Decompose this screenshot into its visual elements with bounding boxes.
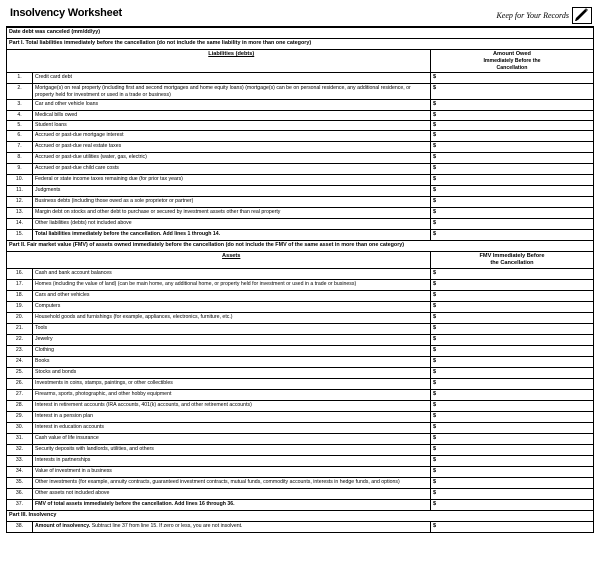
row-amount-field[interactable]: $ — [430, 400, 593, 411]
row-number: 26. — [7, 378, 33, 389]
row-number: 35. — [7, 477, 33, 488]
row-number: 32. — [7, 444, 33, 455]
table-row — [7, 268, 594, 279]
row-description: Jewelry — [33, 334, 431, 345]
row-description: Accrued or past-due child care costs — [33, 164, 431, 175]
row-description: Accrued or past-due utilities (water, gas, electric) — [33, 153, 431, 164]
row-amount-field[interactable]: $ — [430, 488, 593, 499]
row-description: Business debts (including those owed as a sole proprietor or partner) — [33, 197, 431, 208]
table-row — [7, 301, 594, 312]
row-number: 20. — [7, 312, 33, 323]
row-amount-field[interactable]: $ — [430, 367, 593, 378]
row-amount-field[interactable]: $ — [430, 444, 593, 455]
row-number: 17. — [7, 279, 33, 290]
row-number: 12. — [7, 197, 33, 208]
row-description: Student loans — [33, 121, 431, 131]
row-amount-field[interactable]: $ — [430, 389, 593, 400]
table-row-total — [7, 499, 594, 510]
row-number: 37. — [7, 499, 33, 510]
table-row — [7, 208, 594, 219]
row-number: 18. — [7, 290, 33, 301]
row-amount-field[interactable]: $ — [430, 111, 593, 121]
row-description: Accrued or past-due mortgage interest — [33, 131, 431, 142]
row-number: 10. — [7, 175, 33, 186]
row-amount-field[interactable]: $ — [430, 153, 593, 164]
table-row — [7, 334, 594, 345]
row-amount-field[interactable]: $ — [430, 142, 593, 153]
row-amount-field[interactable]: $ — [430, 499, 593, 510]
table-row — [7, 175, 594, 186]
row-description: Credit card debt — [33, 73, 431, 84]
table-row — [7, 367, 594, 378]
row-description — [33, 521, 431, 532]
row-number: 38. — [7, 521, 33, 532]
row-amount-field[interactable]: $ — [430, 175, 593, 186]
part2-heading-row — [7, 241, 594, 252]
table-row — [7, 323, 594, 334]
row-description: Household goods and furnishings (for example, appliances, electronics, furniture, etc.) — [33, 312, 431, 323]
table-row — [7, 488, 594, 499]
row-number: 33. — [7, 455, 33, 466]
row-description: Interest in a pension plan — [33, 411, 431, 422]
table-row — [7, 84, 594, 100]
keep-for-records — [496, 6, 592, 24]
table-row — [7, 345, 594, 356]
row-description: Other liabilities (debts) not included above — [33, 219, 431, 230]
row-description: Other investments (for example, annuity contracts, guaranteed investment contracts, mutual funds, commodity accounts, interests in hedge funds, and options) — [33, 477, 431, 488]
row-number: 11. — [7, 186, 33, 197]
row-description: Car and other vehicle loans — [33, 100, 431, 111]
row-amount-field[interactable]: $ — [430, 100, 593, 111]
row-number: 30. — [7, 422, 33, 433]
row-description-bold: Amount of insolvency. — [35, 522, 91, 529]
table-row — [7, 219, 594, 230]
row-amount-field[interactable]: $ — [430, 131, 593, 142]
row-number: 27. — [7, 389, 33, 400]
table-row — [7, 466, 594, 477]
row-description: Cars and other vehicles — [33, 290, 431, 301]
table-row — [7, 197, 594, 208]
date-canceled-label: Date debt was canceled (mm/dd/yy) — [7, 28, 594, 39]
row-number: 15. — [7, 230, 33, 241]
row-number: 4. — [7, 111, 33, 121]
row-description: Clothing — [33, 345, 431, 356]
row-number: 34. — [7, 466, 33, 477]
date-canceled-row — [7, 28, 594, 39]
row-amount-field[interactable]: $ — [430, 323, 593, 334]
row-description: Firearms, sports, photographic, and other hobby equipment — [33, 389, 431, 400]
row-amount-field[interactable]: $ — [430, 268, 593, 279]
table-row — [7, 356, 594, 367]
table-row — [7, 100, 594, 111]
row-description: Interest in retirement accounts (IRA accounts, 401(k) accounts, and other retirement accounts) — [33, 400, 431, 411]
row-amount-field[interactable]: $ — [430, 84, 593, 100]
table-row — [7, 312, 594, 323]
row-number: 1. — [7, 73, 33, 84]
table-row — [7, 411, 594, 422]
table-row — [7, 131, 594, 142]
row-description: Tools — [33, 323, 431, 334]
table-row — [7, 400, 594, 411]
row-number: 28. — [7, 400, 33, 411]
row-description: FMV of total assets immediately before the cancellation. Add lines 16 through 36. — [33, 499, 431, 510]
row-number: 19. — [7, 301, 33, 312]
row-amount-field[interactable]: $ — [430, 455, 593, 466]
row-number: 14. — [7, 219, 33, 230]
row-amount-field[interactable]: $ — [430, 164, 593, 175]
row-amount-field[interactable]: $ — [430, 290, 593, 301]
table-row — [7, 279, 594, 290]
row-amount-field[interactable]: $ — [430, 186, 593, 197]
row-number: 8. — [7, 153, 33, 164]
row-number: 16. — [7, 268, 33, 279]
row-description: Margin debt on stocks and other debt to purchase or secured by investment assets other than real property — [33, 208, 431, 219]
table-row — [7, 73, 594, 84]
row-description: Other assets not included above — [33, 488, 431, 499]
row-description: Cash and bank account balances — [33, 268, 431, 279]
table-row-insolvency — [7, 521, 594, 532]
row-number: 6. — [7, 131, 33, 142]
row-description: Mortgage(s) on real property (including first and second mortgages and home equity loans) (mortgage(s) can be on personal residence, any additional residence, or property held for investment or used in a trade or business) — [33, 84, 431, 100]
page-header — [6, 6, 594, 27]
table-row — [7, 378, 594, 389]
table-row — [7, 186, 594, 197]
table-row — [7, 121, 594, 131]
part1-heading-row — [7, 39, 594, 50]
table-row — [7, 153, 594, 164]
row-number: 29. — [7, 411, 33, 422]
row-description: Judgments — [33, 186, 431, 197]
row-amount-field[interactable]: $ — [430, 411, 593, 422]
part2-col-right: FMV Immediately Before the Cancellation — [430, 252, 593, 269]
row-number: 31. — [7, 433, 33, 444]
table-row — [7, 111, 594, 121]
part1-col-right: Amount Owed Immediately Before the Cancellation — [430, 50, 593, 73]
part1-heading: Part I. Total liabilities immediately before the cancellation (do not include the same liability in more than one category) — [7, 39, 594, 50]
part1-col-left: Liabilities (debts) — [33, 50, 431, 73]
row-number: 22. — [7, 334, 33, 345]
row-amount-field[interactable]: $ — [430, 466, 593, 477]
row-number: 13. — [7, 208, 33, 219]
row-number: 7. — [7, 142, 33, 153]
row-amount-field[interactable]: $ — [430, 301, 593, 312]
row-amount-field[interactable]: $ — [430, 356, 593, 367]
row-description: Stocks and bonds — [33, 367, 431, 378]
table-row — [7, 477, 594, 488]
row-number: 9. — [7, 164, 33, 175]
row-number: 25. — [7, 367, 33, 378]
table-row — [7, 290, 594, 301]
part2-heading: Part II. Fair market value (FMV) of assets owned immediately before the cancellation (do not include the FMV of the same asset in more than one category) — [7, 241, 594, 252]
row-number: 23. — [7, 345, 33, 356]
part3-heading-row — [7, 510, 594, 521]
row-amount-field[interactable]: $ — [430, 197, 593, 208]
row-amount-field[interactable]: $ — [430, 219, 593, 230]
row-description: Interest in education accounts — [33, 422, 431, 433]
row-description: Total liabilities immediately before the cancellation. Add lines 1 through 14. — [33, 230, 431, 241]
row-amount-field[interactable]: $ — [430, 73, 593, 84]
table-row-total — [7, 230, 594, 241]
row-number: 3. — [7, 100, 33, 111]
row-amount-field[interactable]: $ — [430, 477, 593, 488]
table-row — [7, 444, 594, 455]
row-amount-field[interactable]: $ — [430, 422, 593, 433]
table-row — [7, 422, 594, 433]
row-description: Value of investment in a business — [33, 466, 431, 477]
row-description: Investments in coins, stamps, paintings, or other collectibles — [33, 378, 431, 389]
worksheet-table — [6, 27, 594, 533]
table-row — [7, 455, 594, 466]
row-amount-field[interactable]: $ — [430, 208, 593, 219]
row-description: Security deposits with landlords, utilities, and others — [33, 444, 431, 455]
row-amount-field[interactable]: $ — [430, 345, 593, 356]
table-row — [7, 142, 594, 153]
row-description: Books — [33, 356, 431, 367]
table-row — [7, 164, 594, 175]
keep-for-records-label: Keep for Your Records — [496, 11, 569, 20]
row-amount-field[interactable]: $ — [430, 279, 593, 290]
row-description: Homes (including the value of land) (can be main home, any additional home, or property held for investment or used in a trade or business) — [33, 279, 431, 290]
page-title: Insolvency Worksheet — [10, 7, 122, 19]
row-amount-field[interactable]: $ — [430, 521, 593, 532]
row-description: Medical bills owed — [33, 111, 431, 121]
table-row — [7, 433, 594, 444]
row-amount-field[interactable]: $ — [430, 312, 593, 323]
part3-heading: Part III. Insolvency — [7, 510, 594, 521]
part2-col-left: Assets — [33, 252, 431, 269]
row-description: Accrued or past-due real estate taxes — [33, 142, 431, 153]
row-description: Computers — [33, 301, 431, 312]
row-amount-field[interactable]: $ — [430, 378, 593, 389]
row-number: 24. — [7, 356, 33, 367]
table-row — [7, 389, 594, 400]
part1-column-headers — [7, 50, 594, 73]
row-amount-field[interactable]: $ — [430, 433, 593, 444]
part2-column-headers — [7, 252, 594, 269]
row-number: 21. — [7, 323, 33, 334]
row-amount-field[interactable]: $ — [430, 230, 593, 241]
row-number: 2. — [7, 84, 33, 100]
row-amount-field[interactable]: $ — [430, 121, 593, 131]
row-description: Interests in partnerships — [33, 455, 431, 466]
row-description-rest: Subtract line 37 from line 15. If zero or less, you are not insolvent. — [90, 522, 243, 529]
row-number: 36. — [7, 488, 33, 499]
row-description: Cash value of life insurance — [33, 433, 431, 444]
row-description: Federal or state income taxes remaining due (for prior tax years) — [33, 175, 431, 186]
row-amount-field[interactable]: $ — [430, 334, 593, 345]
pencil-icon — [572, 7, 592, 24]
row-number: 5. — [7, 121, 33, 131]
